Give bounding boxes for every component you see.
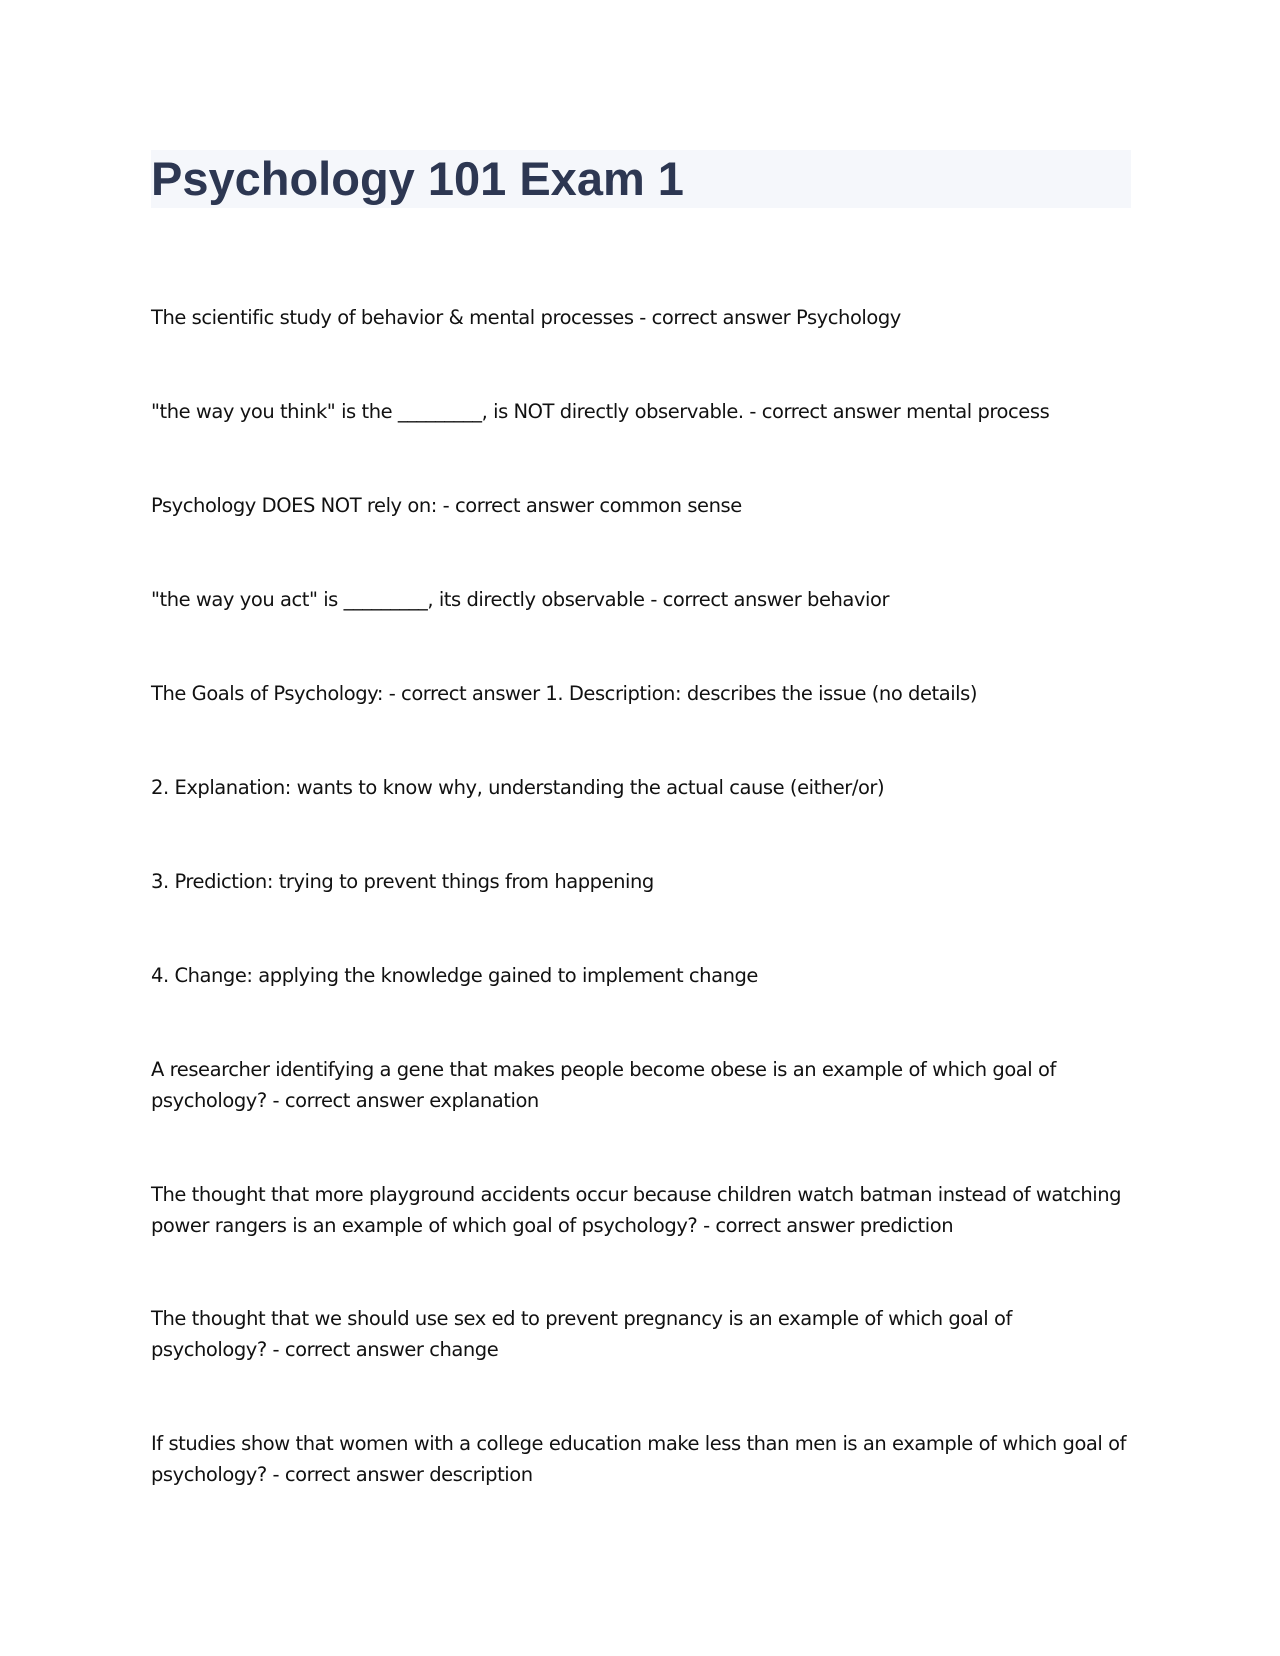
- qa-item-12: If studies show that women with a college education make less than men is an example of which goal of psychology? - correct answer description: [151, 1432, 1127, 1486]
- qa-item-8: 4. Change: applying the knowledge gained to implement change: [151, 964, 758, 987]
- qa-item-10: The thought that more playground accidents occur because children watch batman instead of watching power rangers is an example of which goal of psychology? - correct answer prediction: [151, 1183, 1122, 1237]
- qa-item-9: A researcher identifying a gene that makes people become obese is an example of which goal of psychology? - correct answer explanation: [151, 1058, 1056, 1112]
- page-title: Psychology 101 Exam 1: [151, 152, 684, 205]
- qa-item-7: 3. Prediction: trying to prevent things from happening: [151, 870, 654, 893]
- qa-item-1: The scientific study of behavior & mental processes - correct answer Psychology: [151, 306, 901, 329]
- qa-item-5: The Goals of Psychology: - correct answer 1. Description: describes the issue (no details): [151, 682, 978, 705]
- qa-item-4: "the way you act" is _________, its directly observable - correct answer behavior: [151, 588, 890, 611]
- qa-item-6: 2. Explanation: wants to know why, understanding the actual cause (either/or): [151, 776, 885, 799]
- qa-item-2: "the way you think" is the _________, is NOT directly observable. - correct answer mental process: [151, 400, 1050, 423]
- qa-item-3: Psychology DOES NOT rely on: - correct answer common sense: [151, 494, 742, 517]
- qa-item-11: The thought that we should use sex ed to prevent pregnancy is an example of which goal of psychology? - correct answer change: [151, 1307, 1012, 1361]
- title-banner: [151, 150, 1131, 208]
